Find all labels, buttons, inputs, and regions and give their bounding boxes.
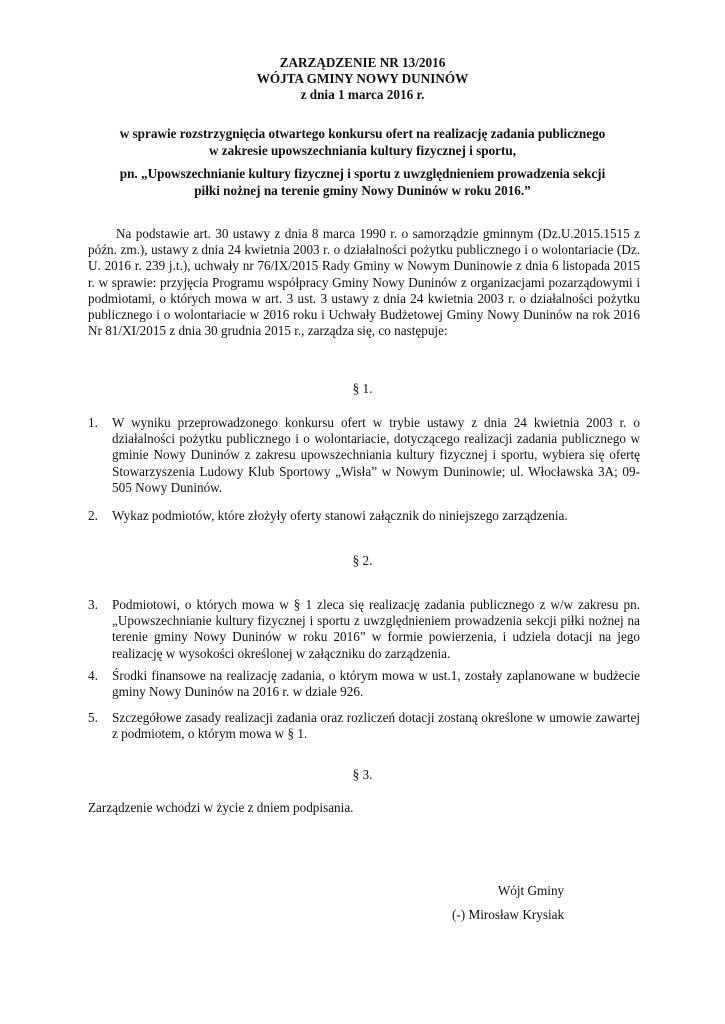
signature-name: (-) Mirosław Krysiak	[452, 907, 565, 922]
preamble-paragraph: Na podstawie art. 30 ustawy z dnia 8 marca 1990 r. o samorządzie gminnym (Dz.U.2015.1515 z późn. zm.), ustawy z dnia 24 kwietnia 2003 r. o działalności pożytku publicznego i o wolontariacie (Dz. U. 2016 r. 239 j.t.), uchwały nr 76/IX/2015 Rady Gminy w Nowym Duninowie z dnia 6 listopada 2015 r. w sprawie: przyjęcia Programu współpracy Gminy Nowy Duninów z organizacjami pozarządowymi i podmiotami, o których mowa w art. 3 ust. 3 ustawy z dnia 24 kwietnia 2003 r. o działalności pożytku publicznego i o wolontariacie w 2016 roku i Uchwały Budżetowej Gminy Nowy Duninów na rok 2016 Nr 81/XI/2015 z dnia 30 grudnia 2015 r., zarządza się, co następuje:	[88, 226, 640, 339]
issuer-line: WÓJTA GMINY NOWY DUNINÓW	[256, 71, 469, 86]
signature-title: Wójt Gminy	[497, 883, 565, 898]
document-header	[0, 55, 725, 103]
list-item-number: 1.	[88, 415, 98, 430]
document-date: z dnia 1 marca 2016 r.	[300, 87, 425, 102]
list-item-number: 4.	[88, 668, 98, 683]
list-item	[88, 668, 640, 700]
document-title: ZARZĄDZENIE NR 13/2016	[279, 55, 446, 70]
list-item	[88, 710, 640, 742]
list-item	[88, 415, 640, 496]
closing-statement: Zarządzenie wchodzi w życie z dniem podpisania.	[88, 800, 354, 815]
subject-line: w sprawie rozstrzygnięcia otwartego konkursu ofert na realizację zadania publicznego	[119, 126, 606, 141]
subject-line: piłki nożnej na terenie gminy Nowy Duninów w roku 2016.”	[194, 183, 531, 198]
list-item-number: 2.	[88, 508, 98, 523]
section-heading-1: § 1.	[352, 381, 373, 396]
subject-line: w zakresie upowszechniania kultury fizycznej i sportu,	[208, 143, 517, 158]
list-item-text: Szczegółowe zasady realizacji zadania oraz rozliczeń dotacji zostaną określone w umowie zawartej z podmiotem, o którym mowa w § 1.	[112, 710, 640, 742]
document-subject	[60, 125, 665, 199]
list-item-number: 3.	[88, 597, 98, 612]
list-item-text: W wyniku przeprowadzonego konkursu ofert w trybie ustawy z dnia 24 kwietnia 2003 r. o działalności pożytku publicznego i o wolontariacie, dotyczącego realizacji zadania publicznego w gminie Nowy Duninów z zakresu upowszechniania kultury fizycznej i sportu, wybiera się ofertę Stowarzyszenia Ludowy Klub Sportowy „Wisła” w Nowym Duninowie; ul. Włocławska 3A; 09-505 Nowy Duninów.	[112, 415, 640, 495]
list-item	[88, 597, 640, 662]
list-item	[88, 508, 640, 524]
list-item-text: Podmiotowi, o których mowa w § 1 zleca się realizację zadania publicznego z w/w zakresu pn. „Upowszechnianie kultury fizycznej i sportu z uwzględnieniem prowadzenia sekcji piłki nożnej na terenie gminy Nowy Duninów w roku 2016” w formie powierzenia, i udziela dotacji na jego realizację w wysokości określonej w załączniku do zarządzenia.	[112, 597, 640, 661]
section-heading-3: § 3.	[352, 767, 373, 782]
section-heading-2: § 2.	[352, 553, 373, 568]
list-item-text: Wykaz podmiotów, które złożyły oferty stanowi załącznik do niniejszego zarządzenia.	[112, 508, 568, 523]
list-item-number: 5.	[88, 710, 98, 725]
subject-line: pn. „Upowszechnianie kultury fizycznej i sportu z uwzględnieniem prowadzenia sekcji	[119, 166, 606, 181]
list-item-text: Środki finansowe na realizację zadania, o którym mowa w ust.1, zostały zaplanowane w budżecie gminy Nowy Duninów na 2016 r. w dziale 926.	[112, 668, 640, 700]
